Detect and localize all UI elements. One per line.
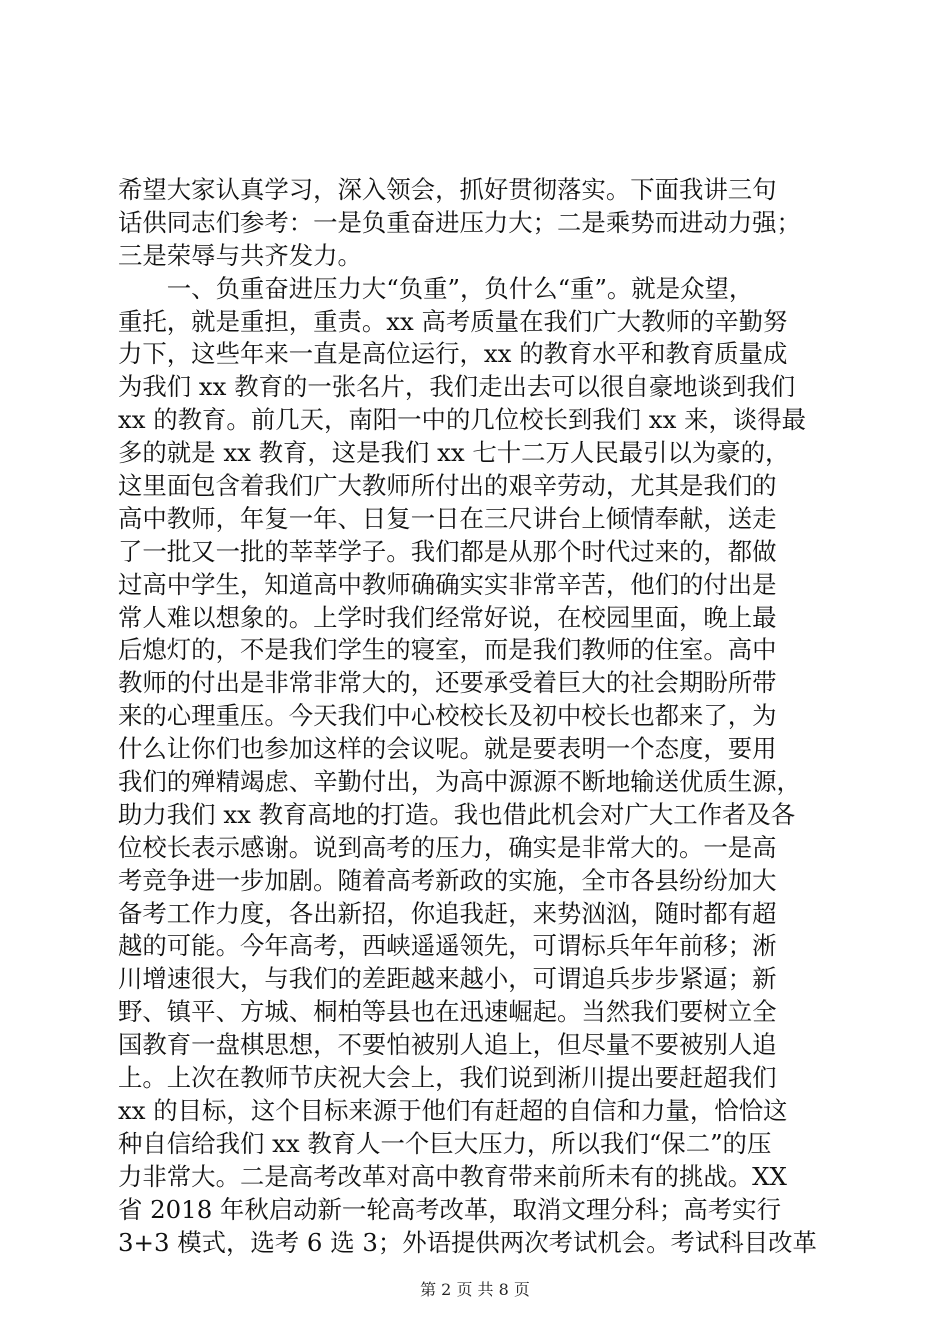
text-line: 高中教师，年复一年、日复一日在三尺讲台上倾情奉献，送走 — [118, 503, 777, 533]
text-line: 为我们 xx 教育的一张名片，我们走出去可以很自豪地谈到我们 — [118, 372, 796, 402]
text-line: 三是荣辱与共齐发力。 — [118, 240, 362, 270]
document-body — [118, 174, 830, 1259]
text-line: 3+3 模式，选考 6 选 3；外语提供两次考试机会。考试科目改革 — [118, 1227, 817, 1257]
text-line: 位校长表示感谢。说到高考的压力，确实是非常大的。一是高 — [118, 832, 777, 862]
text-line: 常人难以想象的。上学时我们经常好说，在校园里面，晚上最 — [118, 602, 777, 632]
text-line: 上。上次在教师节庆祝大会上，我们说到淅川提出要赶超我们 — [118, 1063, 777, 1093]
text-line: 助力我们 xx 教育高地的打造。我也借此机会对广大工作者及各 — [118, 799, 796, 829]
text-line: 越的可能。今年高考，西峡遥遥领先，可谓标兵年年前移；淅 — [118, 931, 777, 961]
text-line: 话供同志们参考：一是负重奋进压力大；二是乘势而进动力强； — [118, 207, 801, 237]
text-line: 野、镇平、方城、桐柏等县也在迅速崛起。当然我们要树立全 — [118, 997, 777, 1027]
text-line: 种自信给我们 xx 教育人一个巨大压力，所以我们“保二”的压 — [118, 1128, 772, 1158]
text-line: 川增速很大，与我们的差距越来越小，可谓追兵步步紧逼；新 — [118, 964, 777, 994]
text-line: 教师的付出是非常非常大的，还要承受着巨大的社会期盼所带 — [118, 668, 777, 698]
text-line: 力下，这些年来一直是高位运行，xx 的教育水平和教育质量成 — [118, 339, 788, 369]
text-line: 后熄灯的，不是我们学生的寝室，而是我们教师的住室。高中 — [118, 635, 777, 665]
page-number-footer: 第 2 页 共 8 页 — [420, 1280, 530, 1299]
text-line: 来的心理重压。今天我们中心校校长及初中校长也都来了，为 — [118, 701, 777, 731]
text-line: 重托，就是重担，重责。xx 高考质量在我们广大教师的辛勤努 — [118, 306, 788, 336]
text-line: 这里面包含着我们广大教师所付出的艰辛劳动，尤其是我们的 — [118, 471, 777, 501]
text-line: 省 2018 年秋启动新一轮高考改革，取消文理分科；高考实行 — [118, 1194, 781, 1224]
text-line: 备考工作力度，各出新招，你追我赶，来势汹汹，随时都有超 — [118, 898, 777, 928]
text-line: 过高中学生，知道高中教师确确实实非常辛苦，他们的付出是 — [118, 569, 777, 599]
text-line: 我们的殚精竭虑、辛勤付出，为高中源源不断地输送优质生源， — [118, 767, 801, 797]
text-line: 了一批又一批的莘莘学子。我们都是从那个时代过来的，都做 — [118, 536, 777, 566]
text-line: 考竞争进一步加剧。随着高考新政的实施，全市各县纷纷加大 — [118, 865, 777, 895]
text-line: xx 的教育。前几天，南阳一中的几位校长到我们 xx 来，谈得最 — [118, 405, 807, 435]
text-line: 多的就是 xx 教育，这是我们 xx 七十二万人民最引以为豪的， — [118, 438, 790, 468]
text-line: 国教育一盘棋思想，不要怕被别人追上，但尽量不要被别人追 — [118, 1030, 777, 1060]
text-line: 什么让你们也参加这样的会议呢。就是要表明一个态度，要用 — [118, 734, 777, 764]
text-line: 力非常大。二是高考改革对高中教育带来前所未有的挑战。XX — [118, 1161, 787, 1191]
text-line: 希望大家认真学习，深入领会，抓好贯彻落实。下面我讲三句 — [118, 175, 777, 204]
text-line: 一、负重奋进压力大“负重”，负什么“重”。就是众望， — [118, 273, 754, 303]
text-line: xx 的目标，这个目标来源于他们有赶超的自信和力量，恰恰这 — [118, 1095, 788, 1125]
